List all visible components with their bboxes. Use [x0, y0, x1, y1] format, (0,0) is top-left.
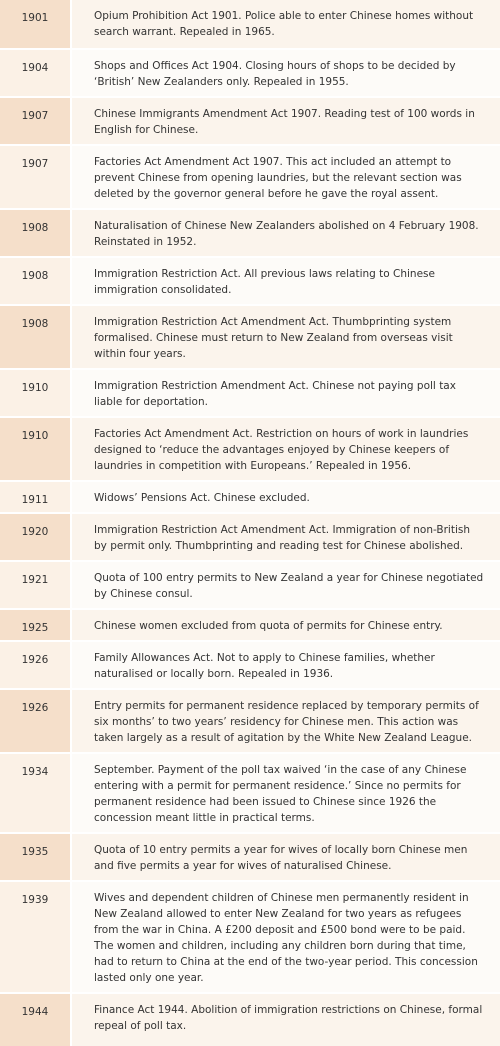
timeline-row	[0, 642, 500, 688]
timeline-row	[0, 418, 500, 480]
timeline-row	[0, 562, 500, 608]
description-cell: Immigration Restriction Act. All previous laws relating to Chinese immigration consolidated.	[94, 268, 435, 296]
timeline-row	[0, 690, 500, 752]
year-cell: 1944	[0, 994, 70, 1046]
year-cell: 1910	[0, 418, 70, 480]
year-cell: 1907	[0, 146, 70, 208]
year-cell: 1907	[0, 98, 70, 144]
description-cell: Naturalisation of Chinese New Zealanders abolished on 4 February 1908. Reinstated in 1952.	[94, 220, 479, 248]
description-cell: Immigration Restriction Act Amendment Act. Immigration of non-British by permit only. Thumbprinting and reading test for Chinese abolished.	[94, 524, 470, 552]
timeline-row	[0, 754, 500, 832]
year-cell: 1911	[0, 482, 70, 512]
year-cell: 1904	[0, 50, 70, 96]
description-cell: Immigration Restriction Amendment Act. Chinese not paying poll tax liable for deportation.	[94, 380, 456, 408]
year-cell: 1901	[0, 0, 70, 48]
description-cell: Immigration Restriction Act Amendment Act. Thumbprinting system formalised. Chinese must return to New Zealand from overseas visit within four years.	[94, 316, 453, 360]
timeline-row	[0, 0, 500, 48]
description-cell: Factories Act Amendment Act. Restriction on hours of work in laundries designed to ‘reduce the advantages enjoyed by Chinese keepers of laundries in competition with Europeans.’ Repealed in 1956.	[94, 428, 469, 472]
year-cell: 1926	[0, 690, 70, 752]
description-cell: Wives and dependent children of Chinese men permanently resident in New Zealand allowed to enter New Zealand for two years as refugees from the war in China. A £200 deposit and £500 bond were to be paid. The women and children, including any children born during that time, had to return to China at the end of the two-year period. This concession lasted only one year.	[94, 892, 478, 984]
description-cell: Quota of 100 entry permits to New Zealand a year for Chinese negotiated by Chinese consul.	[94, 572, 484, 600]
year-cell: 1935	[0, 834, 70, 880]
timeline-row	[0, 834, 500, 880]
description-cell: Chinese Immigrants Amendment Act 1907. Reading test of 100 words in English for Chinese.	[94, 108, 475, 136]
year-cell: 1925	[0, 610, 70, 640]
year-cell: 1920	[0, 514, 70, 560]
year-cell: 1934	[0, 754, 70, 832]
timeline-row	[0, 146, 500, 208]
description-cell: Family Allowances Act. Not to apply to Chinese families, whether naturalised or locally born. Repealed in 1936.	[94, 652, 435, 680]
timeline-row	[0, 514, 500, 560]
timeline-row	[0, 258, 500, 304]
description-cell: Factories Act Amendment Act 1907. This act included an attempt to prevent Chinese from opening laundries, but the relevant section was deleted by the governor general before he gave the royal assent.	[94, 156, 462, 200]
timeline-row	[0, 482, 500, 512]
description-cell: Opium Prohibition Act 1901. Police able to enter Chinese homes without search warrant. Repealed in 1965.	[94, 10, 474, 38]
timeline-row	[0, 610, 500, 640]
timeline-row	[0, 882, 500, 992]
year-cell: 1926	[0, 642, 70, 688]
timeline-row	[0, 50, 500, 96]
year-cell: 1908	[0, 210, 70, 256]
description-cell: September. Payment of the poll tax waived ‘in the case of any Chinese entering with a permit for permanent residence.’ Since no permits for permanent residence had been issued to Chinese since 1926 the concession meant little in practical terms.	[94, 764, 467, 824]
timeline-row	[0, 98, 500, 144]
timeline-row	[0, 306, 500, 368]
timeline-row	[0, 994, 500, 1046]
year-cell: 1939	[0, 882, 70, 992]
timeline-row	[0, 210, 500, 256]
year-cell: 1908	[0, 258, 70, 304]
description-cell: Shops and Offices Act 1904. Closing hours of shops to be decided by ‘British’ New Zealanders only. Repealed in 1955.	[94, 60, 456, 88]
description-cell: Widows’ Pensions Act. Chinese excluded.	[94, 492, 310, 504]
description-cell: Finance Act 1944. Abolition of immigration restrictions on Chinese, formal repeal of poll tax.	[94, 1004, 483, 1032]
year-cell: 1908	[0, 306, 70, 368]
description-cell: Chinese women excluded from quota of permits for Chinese entry.	[94, 620, 443, 632]
description-cell: Entry permits for permanent residence replaced by temporary permits of six months’ to two years’ residency for Chinese men. This action was taken largely as a result of agitation by the White New Zealand League.	[94, 700, 479, 744]
description-cell: Quota of 10 entry permits a year for wives of locally born Chinese men and five permits a year for wives of naturalised Chinese.	[94, 844, 468, 872]
year-cell: 1921	[0, 562, 70, 608]
year-cell: 1910	[0, 370, 70, 416]
timeline-row	[0, 370, 500, 416]
